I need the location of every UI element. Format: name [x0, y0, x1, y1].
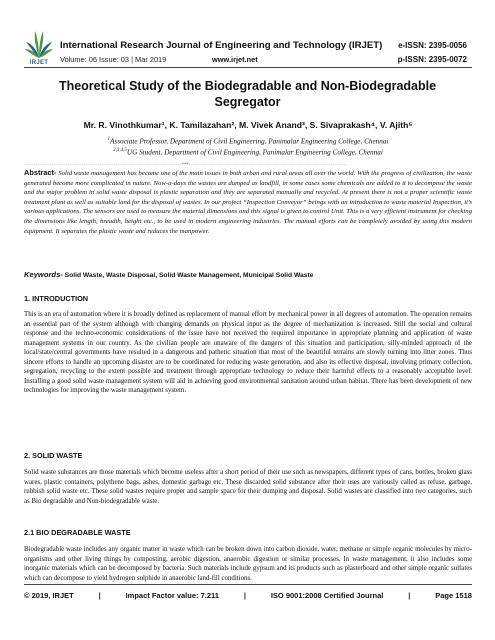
irjet-logo-icon	[24, 28, 54, 62]
website-link[interactable]: www.irjet.net	[212, 55, 258, 64]
volume-info: Volume: 06 Issue: 03 | Mar 2019	[60, 55, 167, 64]
footer-rule	[24, 584, 472, 585]
abstract	[24, 168, 472, 236]
footer-copyright: © 2019, IRJET	[24, 591, 74, 600]
p-issn: p-ISSN: 2395-0072	[397, 55, 467, 64]
footer-divider: |	[408, 591, 411, 600]
logo-text: IRJET	[29, 60, 49, 66]
keywords-text: Solid Waste, Waste Disposal, Solid Waste Management, Municipal Solid Waste	[62, 272, 314, 279]
introduction-paragraph: This is an era of automation where it is broadly defined as replacement of manual effort by mechanical power in all degrees of automation. The operation remains an essential part of the system although with changing demands on physical input as the degree of mechanization is increased. Still the social and cultural response and the techno-economic considerations of the issue have not received the required importance in appropriate planning and application of waste management systems in our country. As the civilian people are unaware of the dangers of this situation and participation, silly-minded approach of the local/state/central governments have resulted in a dangerous and pathetic situation that most of the beautiful terrains are slowly turning into litter zones. Thus sincere efforts to handle an upcoming disaster are to be coordinated for reducing waste generation, and also its effective disposal, involving primary collection, segregation, recycling to the extent possible and treatment through appropriate technology to reduce their harmful effects to a reasonably acceptable level. Installing a good solid waste management system will aid in achieving good environmental sanitation around urban habitat. There has been development of new technologies for improving the waste management system.	[24, 311, 472, 395]
section-heading-introduction: 1. INTRODUCTION	[24, 294, 89, 303]
solid-waste-paragraph: Solid waste substances are those materials which become useless after a short period of their use such as newspapers, different types of cans, bottles, broken glass wares, plastic containers, polythene bags, ashes, domestic garbage etc. These discarded solid substance after their uses are variously called as refuse, garbage, rubbish solid waste etc. These solid wastes require proper and sample space for their dumping and disposal. Solid wastes are classified into two categories, such as Bio degradable and Non-biodegradable waste.	[24, 469, 472, 505]
keywords	[24, 270, 472, 279]
author-list: Mr. R. Vinothkumar¹, K. Tamilazahan², M. Vivek Anand³, S. Sivaprakash⁴, V. Ajith⁵	[83, 120, 413, 130]
footer-iso: ISO 9001:2008 Certified Journal	[270, 591, 384, 600]
page-footer	[24, 591, 472, 600]
journal-title: International Research Journal of Engineering and Technology (IRJET)	[60, 40, 383, 51]
affiliation-2-text: UG Student, Department of Civil Engineering, Panimalar Engineering College, Chennai	[126, 148, 383, 157]
section-heading-biodegradable: 2.1 BIO DEGRADABLE WASTE	[24, 528, 131, 537]
footer-impact-factor: Impact Factor value: 7.211	[125, 591, 219, 600]
footer-divider: |	[243, 591, 246, 600]
biodegradable-paragraph: Biodegradable waste includes any organic matter in waste which can be broken down into carbon dioxide, water, methane or simple organic molecules by micro-organisms and other living things by composting, aerobic digestion, anaerobic digestion or similar processes. In waste management, it also includes some inorganic materials which can be decomposed by bacteria. Such materials include gypsum and its products such as plasterboard and other simple organic sulfates which can decompose to yield hydrogen sulphide in anaerobic land-fill conditions.	[24, 546, 472, 582]
abstract-text: Solid waste management has become one of the main issues in both urban and rural areas all over the world. With the progress of civilization, the waste generated become more complicated in nature. Now-a-days the wastes are dumped as landfill, in some cases some chemicals are added to it to decompose the waste and the major problem in solid waste disposal is plastic separation and they are separated manually and recycled. At present there is not a proper scientific waste treatment plant as well as suitable land for the disposal of wastes. In our project “Inspection Conveyor” beings with an introduction to waste material Inspection, it’s various applications. The sensors are used to measure the material dimensions and this signal is given to control Unit. This is a very efficient instrument for checking the dimensions like length, breadth, height etc., to be used in modern engineering industries. The manual efforts can be completely avoided by using this modern equipment. It separates the plastic waste and reduces the manpower.	[24, 170, 472, 235]
keywords-label: Keywords-	[24, 270, 63, 279]
affiliation-1	[24, 137, 472, 145]
e-issn: e-ISSN: 2395-0056	[398, 41, 467, 50]
section-heading-solid-waste: 2. SOLID WASTE	[24, 451, 83, 460]
section-separator: ---------------------------------------------------------------------***---------------------------------------------------------------------	[24, 161, 347, 166]
affiliation-2	[24, 148, 472, 156]
abstract-label: Abstract-	[24, 168, 57, 177]
affiliation-1-text: Associate Professor, Department of Civil Engineering, Panimalar Engineering College, Chennai	[110, 137, 389, 146]
affiliation-2-marker: 2,3,4,5	[113, 148, 127, 153]
affiliation-1-marker: 1	[107, 137, 111, 142]
paper-title: Theoretical Study of the Biodegradable and Non-Biodegradable Segregator	[58, 79, 437, 109]
footer-page-number: Page 1518	[435, 591, 472, 600]
journal-header	[0, 0, 495, 70]
footer-divider: |	[98, 591, 101, 600]
header-rule	[24, 67, 472, 68]
